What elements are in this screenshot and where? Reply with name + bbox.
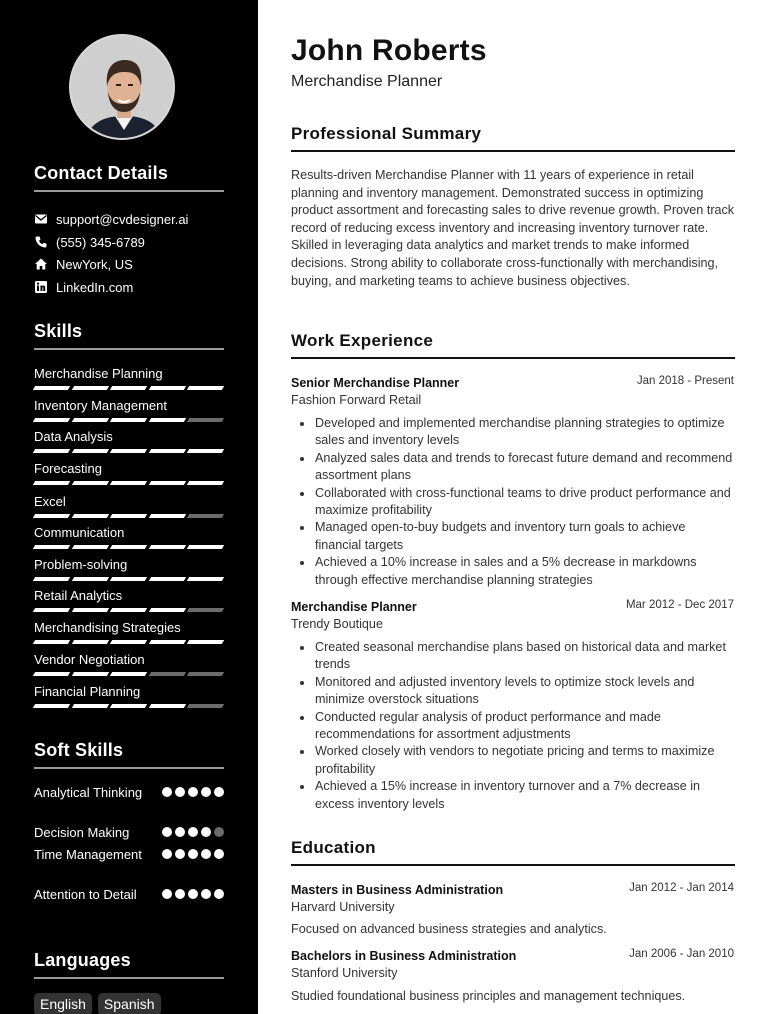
contact-email[interactable] <box>34 210 234 228</box>
job-bullet: Achieved a 10% increase in sales and a 5% decrease in markdowns through effective merchandise planning strategies <box>291 554 735 589</box>
skill-level-bar <box>34 704 223 708</box>
skill-item <box>34 429 224 459</box>
rating-dot <box>214 889 224 899</box>
job-bullet: Created seasonal merchandise plans based on historical data and market trends <box>291 639 735 674</box>
skill-level-segment <box>71 545 108 549</box>
skill-level-segment <box>110 386 147 390</box>
skill-level-segment <box>110 640 147 644</box>
skill-name: Excel <box>34 494 66 509</box>
skill-level-segment <box>149 608 186 612</box>
contact-location <box>34 255 234 273</box>
skill-level-segment <box>33 418 70 422</box>
skill-level-bar <box>34 386 223 390</box>
skill-level-segment <box>110 449 147 453</box>
skill-level-segment <box>33 672 70 676</box>
degree-dates: Jan 2012 - Jan 2014 <box>629 882 734 894</box>
skill-level-segment <box>149 545 186 549</box>
skill-name: Retail Analytics <box>34 588 123 603</box>
skill-name: Vendor Negotiation <box>34 652 145 667</box>
rating-dot <box>188 787 198 797</box>
job-bullet: Monitored and adjusted inventory levels to optimize stock levels and minimize overstock situations <box>291 674 735 709</box>
skill-level-segment <box>71 418 108 422</box>
skill-level-segment <box>33 640 70 644</box>
contact-heading: Contact Details <box>34 163 224 192</box>
skill-level-segment <box>187 481 224 485</box>
job-bullet: Developed and implemented merchandise planning strategies to optimize sales and inventory levels <box>291 415 735 450</box>
job-bullet: Analyzed sales data and trends to forecast future demand and recommend assortment plans <box>291 450 735 485</box>
degree-note: Focused on advanced business strategies and analytics. <box>291 922 607 936</box>
skill-level-segment <box>71 672 108 676</box>
soft-skill-item <box>34 886 224 903</box>
skill-level-segment <box>71 386 108 390</box>
skill-level-segment <box>33 608 70 612</box>
contact-linkedin-text: LinkedIn.com <box>56 279 134 295</box>
job-bullet: Managed open-to-buy budgets and inventory turn goals to achieve financial targets <box>291 519 735 554</box>
languages-list <box>34 993 161 1014</box>
skill-name: Merchandise Planning <box>34 366 163 381</box>
skill-level-bar <box>34 608 223 612</box>
soft-skill-name: Time Management <box>34 847 142 862</box>
job-title: Senior Merchandise Planner <box>291 376 460 390</box>
skill-level-segment <box>110 577 147 581</box>
skill-level-segment <box>187 704 224 708</box>
skill-name: Communication <box>34 525 125 540</box>
candidate-name: John Roberts <box>291 34 487 67</box>
sidebar <box>0 0 258 1014</box>
contact-location-text: NewYork, US <box>56 256 133 272</box>
rating-dot <box>214 827 224 837</box>
soft-skill-name: Attention to Detail <box>34 887 137 902</box>
skill-level-segment <box>149 672 186 676</box>
skill-item <box>34 366 224 396</box>
contact-email-text: support@cvdesigner.ai <box>56 211 189 227</box>
language-tag: English <box>34 993 92 1014</box>
skill-item <box>34 620 224 650</box>
rating-dot <box>175 787 185 797</box>
summary-heading: Professional Summary <box>291 124 735 152</box>
skill-item <box>34 525 224 555</box>
skill-item <box>34 461 224 491</box>
summary-text: Results-driven Merchandise Planner with 11 years of experience in retail planning and inventory management. Demonstrated success in optimizing product assortment and forecasting sales to drive revenue growth. Proven track record of reducing excess inventory and increasing inventory turnover rate. Skilled in leveraging data analytics and market trends to make informed decisions. Strong ability to collaborate cross-functionally with merchandising, buying, and marketing teams to achieve business objectives. <box>291 168 735 288</box>
contact-linkedin[interactable] <box>34 278 234 296</box>
skill-name: Merchandising Strategies <box>34 620 181 635</box>
rating-dot <box>175 849 185 859</box>
soft-skill-rating <box>162 787 224 797</box>
linkedin-icon <box>34 280 48 294</box>
envelope-icon <box>34 212 48 226</box>
rating-dot <box>214 849 224 859</box>
skill-level-bar <box>34 545 223 549</box>
skill-level-segment <box>71 449 108 453</box>
skill-level-segment <box>71 481 108 485</box>
degree-title: Masters in Business Administration <box>291 883 504 897</box>
skill-level-segment <box>33 514 70 518</box>
job-bullet: Worked closely with vendors to negotiate pricing and terms to maximize profitability <box>291 743 735 778</box>
rating-dot <box>201 889 211 899</box>
skill-level-segment <box>110 514 147 518</box>
avatar <box>69 34 175 140</box>
skill-item <box>34 684 224 714</box>
contact-phone-text: (555) 345-6789 <box>56 234 145 250</box>
skill-level-segment <box>110 481 147 485</box>
rating-dot <box>214 787 224 797</box>
soft-skill-rating <box>162 827 224 837</box>
skill-level-bar <box>34 640 223 644</box>
skill-level-segment <box>187 449 224 453</box>
skill-level-segment <box>187 418 224 422</box>
skill-level-segment <box>187 545 224 549</box>
skill-name: Problem-solving <box>34 557 128 572</box>
school-name: Stanford University <box>291 966 398 980</box>
skill-level-segment <box>149 481 186 485</box>
soft-skill-name: Decision Making <box>34 825 130 840</box>
languages-heading: Languages <box>34 950 224 979</box>
job-bullets <box>291 639 735 813</box>
skill-name: Financial Planning <box>34 684 141 699</box>
skill-level-segment <box>71 514 108 518</box>
skill-level-segment <box>149 640 186 644</box>
contact-phone[interactable] <box>34 233 234 251</box>
skill-level-segment <box>187 577 224 581</box>
rating-dot <box>188 849 198 859</box>
skill-name: Inventory Management <box>34 398 167 413</box>
job-bullet: Collaborated with cross-functional teams to drive product performance and maximize profitability <box>291 485 735 520</box>
skill-level-segment <box>187 608 224 612</box>
skill-name: Data Analysis <box>34 429 113 444</box>
job-dates: Jan 2018 - Present <box>636 375 734 387</box>
job-bullets <box>291 415 735 589</box>
skill-level-bar <box>34 449 223 453</box>
skill-level-segment <box>187 514 224 518</box>
experience-heading: Work Experience <box>291 331 735 359</box>
skill-level-segment <box>33 545 70 549</box>
skill-level-segment <box>187 640 224 644</box>
job-dates: Mar 2012 - Dec 2017 <box>625 599 734 611</box>
job-bullet: Conducted regular analysis of product performance and made recommendations for assortment adjustments <box>291 709 735 744</box>
rating-dot <box>188 889 198 899</box>
education-heading: Education <box>291 838 735 866</box>
soft-skill-item <box>34 846 224 863</box>
skill-level-segment <box>149 514 186 518</box>
skill-level-bar <box>34 672 223 676</box>
skill-level-bar <box>34 418 223 422</box>
rating-dot <box>188 827 198 837</box>
phone-icon <box>34 235 48 249</box>
skill-level-segment <box>187 386 224 390</box>
skill-level-segment <box>71 577 108 581</box>
rating-dot <box>162 849 172 859</box>
skill-level-segment <box>187 672 224 676</box>
soft-skills-heading: Soft Skills <box>34 740 224 769</box>
language-tag: Spanish <box>98 993 161 1014</box>
job-title: Merchandise Planner <box>291 600 417 614</box>
skill-level-segment <box>33 577 70 581</box>
soft-skill-rating <box>162 889 224 899</box>
rating-dot <box>201 827 211 837</box>
profile-photo <box>71 36 175 140</box>
soft-skill-item <box>34 784 224 801</box>
skill-item <box>34 588 224 618</box>
skill-level-segment <box>149 418 186 422</box>
skill-level-segment <box>149 386 186 390</box>
skill-name: Forecasting <box>34 461 102 476</box>
skill-level-segment <box>71 608 108 612</box>
skills-heading: Skills <box>34 321 224 350</box>
skill-level-segment <box>33 481 70 485</box>
skill-level-segment <box>110 545 147 549</box>
skill-level-segment <box>149 577 186 581</box>
skill-item <box>34 557 224 587</box>
skill-item <box>34 398 224 428</box>
skill-level-segment <box>149 704 186 708</box>
home-icon <box>34 257 48 271</box>
rating-dot <box>162 827 172 837</box>
skill-item <box>34 652 224 682</box>
rating-dot <box>175 889 185 899</box>
skill-level-bar <box>34 577 223 581</box>
candidate-title: Merchandise Planner <box>291 73 443 90</box>
skill-level-segment <box>110 704 147 708</box>
soft-skill-rating <box>162 849 224 859</box>
soft-skill-item <box>34 824 224 841</box>
skill-level-segment <box>33 449 70 453</box>
skill-level-segment <box>33 386 70 390</box>
rating-dot <box>201 849 211 859</box>
skill-level-segment <box>33 704 70 708</box>
skill-level-segment <box>110 418 147 422</box>
rating-dot <box>162 889 172 899</box>
skill-level-segment <box>149 449 186 453</box>
degree-note: Studied foundational business principles and management techniques. <box>291 989 686 1003</box>
skill-item <box>34 494 224 524</box>
school-name: Harvard University <box>291 900 395 914</box>
skill-level-segment <box>110 672 147 676</box>
rating-dot <box>175 827 185 837</box>
soft-skill-name: Analytical Thinking <box>34 785 143 800</box>
job-company: Trendy Boutique <box>291 617 383 631</box>
job-company: Fashion Forward Retail <box>291 393 422 407</box>
degree-dates: Jan 2006 - Jan 2010 <box>629 948 734 960</box>
skill-level-segment <box>71 704 108 708</box>
skill-level-segment <box>71 640 108 644</box>
job-bullet: Achieved a 15% increase in inventory turnover and a 7% decrease in excess inventory levels <box>291 778 735 813</box>
degree-title: Bachelors in Business Administration <box>291 949 517 963</box>
rating-dot <box>201 787 211 797</box>
skill-level-bar <box>34 481 223 485</box>
rating-dot <box>162 787 172 797</box>
skill-level-bar <box>34 514 223 518</box>
skill-level-segment <box>110 608 147 612</box>
